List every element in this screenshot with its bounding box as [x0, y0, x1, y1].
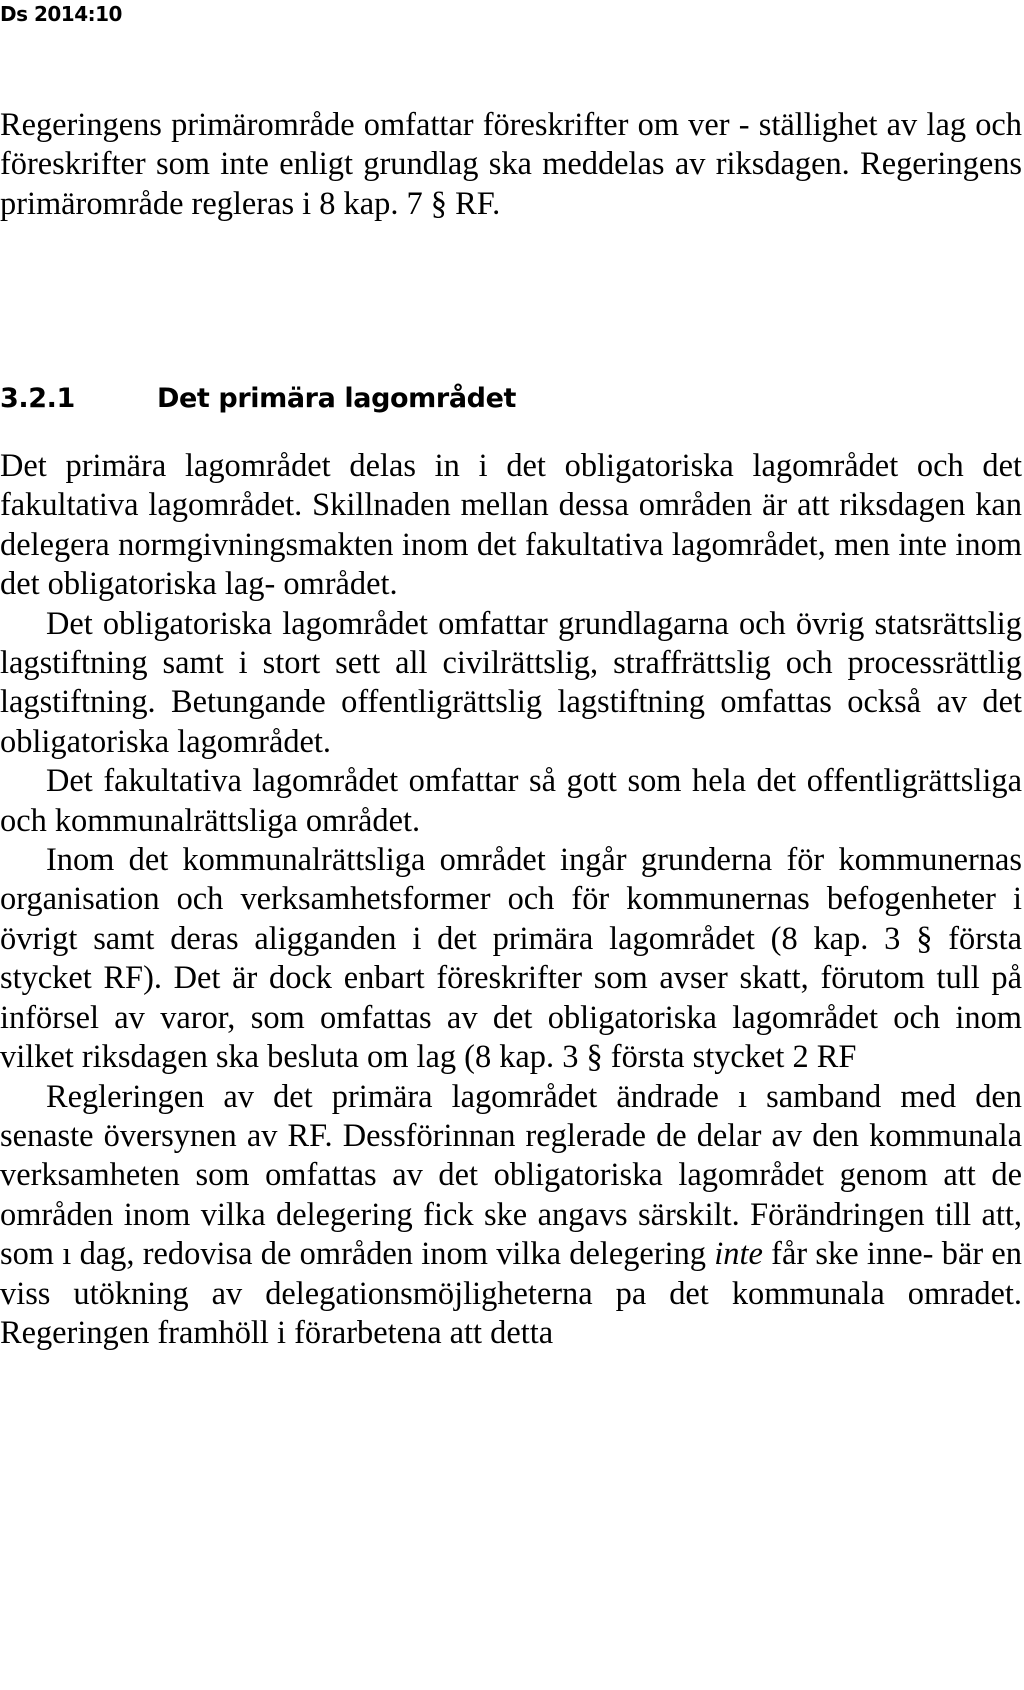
- paragraph-2: Det obligatoriska lagområdet omfattar grundlagarna och övrig statsrättslig lagstiftning samt i stort sett all civilrättslig, straffrättslig och processrättlig lagstiftning. Betungande offentligrättslig lagstiftning omfattas också av det obligatoriska lagområdet.: [0, 605, 1022, 760]
- section-title: Det primära lagområdet: [157, 383, 516, 414]
- emphasis-word: inte: [714, 1236, 763, 1273]
- paragraph-1: Det primära lagområdet delas in i det obligatoriska lagområdet och det fakultativa lagområdet. Skillnaden mellan dessa områden är att riksdagen kan delegera normgivningsmakten inom det fakultativa lagområdet, men inte inom det obligatoriska lag- området.: [0, 448, 1022, 603]
- section-number: 3.2.1: [0, 383, 75, 414]
- paragraph-5-tail: får ske inne- bär en viss utökning av delegationsmöjligheterna pa det kommunala omradet. Regeringen framhöll i förarbetena att detta: [0, 1236, 1022, 1351]
- intro-paragraph: Regeringens primärområde omfattar föreskrifter om ver - ställighet av lag och föreskrifter som inte enligt grundlag ska meddelas av riksdagen. Regeringens primärområde regleras i 8 kap. 7 § RF.: [0, 107, 1022, 222]
- intro-block: [0, 106, 1022, 224]
- paragraph-5-lead: Regleringen av det primära lagområdet ändrade ı samband med den senaste översynen av RF. Dessförinnan reglerade de delar av den kommunala verksamheten som omfattas av det obligatoriska lagområdet genom att de områden inom vilka delegering fick ske angavs särskilt. Förändringen till att, som ı dag, redovisa de områden inom vilka delegering: [0, 1078, 1022, 1273]
- paragraph-5: [0, 1078, 1022, 1354]
- paragraph-3: Det fakultativa lagområdet omfattar så gott som hela det offentligrättsliga och kommunalrättsliga området.: [0, 763, 1022, 839]
- running-header: Ds 2014:10: [0, 2, 122, 26]
- section-heading: [0, 381, 516, 417]
- paragraph-4: Inom det kommunalrättsliga området ingår grunderna för kommunernas organisation och verksamhetsformer och för kommunernas befogenheter i övrigt samt deras aligganden i det primära lagområdet (8 kap. 3 § första stycket RF). Det är dock enbart föreskrifter som avser skatt, förutom tull på införsel av varor, som omfattas av det obligatoriska lagområdet och inom vilket riksdagen ska besluta om lag (8 kap. 3 § första stycket 2 RF: [0, 842, 1022, 1076]
- section-body: [0, 447, 1022, 1353]
